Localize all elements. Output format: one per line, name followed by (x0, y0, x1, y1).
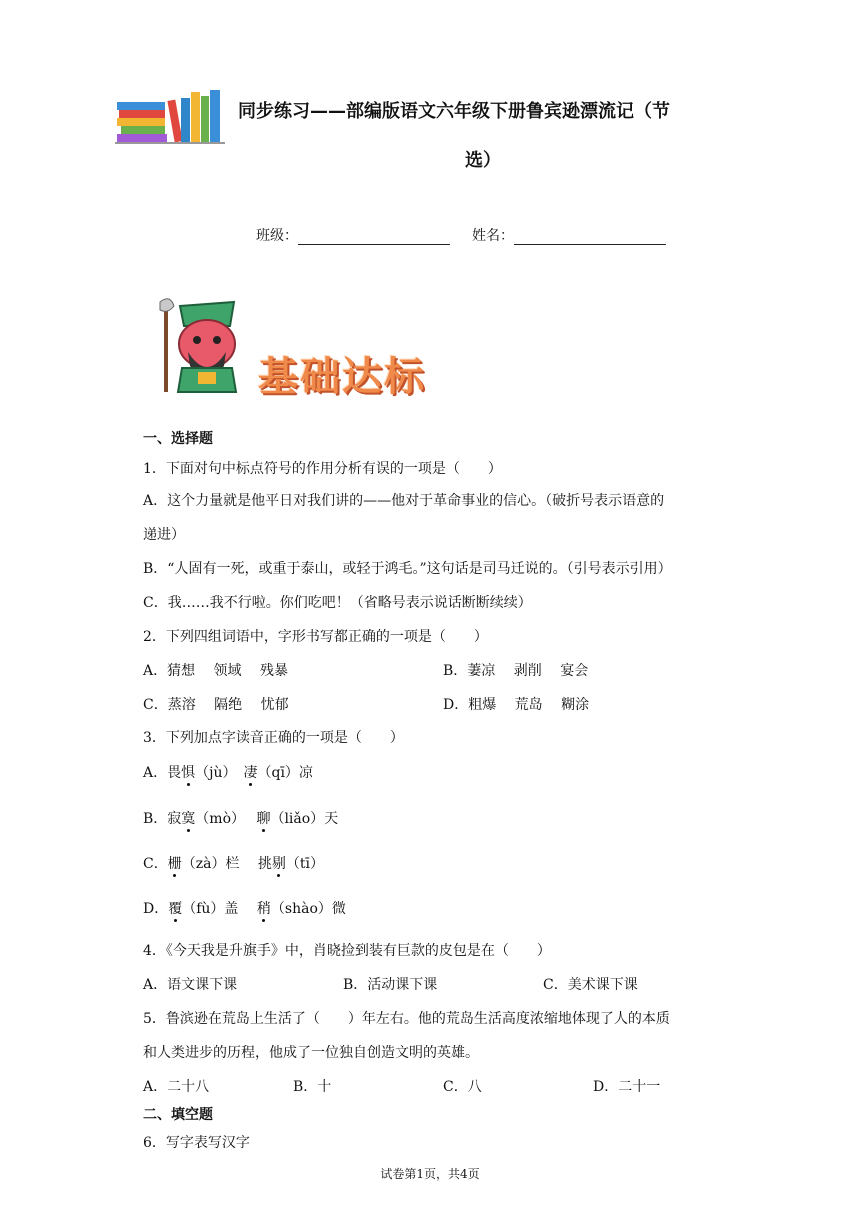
document-title: 同步练习——部编版语文六年级下册鲁宾逊漂流记（节 (238, 101, 670, 122)
option-c: C．蒸溶 隔绝 忧郁 (143, 697, 289, 713)
question-stem: 3．下列加点字读音正确的一项是（ ） (143, 730, 404, 746)
option-c: C．栅（zà）栏 挑剔（tī） (143, 856, 325, 872)
page-footer: 试卷第1页，共4页 (380, 1167, 480, 1181)
option-b: B．萋凉 剥削 宴会 (443, 663, 589, 679)
option-c: C．八 (443, 1079, 482, 1095)
section-heading: 二、填空题 (143, 1107, 213, 1123)
banner-title: 基础达标 (258, 354, 426, 400)
question-stem: 2．下列四组词语中，字形书写都正确的一项是（ ） (143, 629, 488, 645)
option-a-continued: 递进） (143, 527, 185, 543)
option-a: A．二十八 (143, 1079, 210, 1095)
student-info-row (256, 225, 688, 245)
class-field[interactable] (298, 228, 450, 245)
class-label: 班级： (256, 228, 298, 244)
option-c: C．美术课下课 (543, 977, 638, 993)
question-stem: 6．写字表写汉字 (143, 1135, 250, 1151)
option-d: D．覆（fù）盖 稍（shào）微 (143, 901, 346, 917)
option-a: A．猜想 领域 残暴 (143, 663, 289, 679)
name-label: 姓名： (472, 228, 514, 244)
option-d: D．粗爆 荒岛 糊涂 (443, 697, 590, 713)
question-stem: 5．鲁滨逊在荒岛上生活了（ ）年左右。他的荒岛生活高度浓缩地体现了人的本质 (143, 1011, 670, 1027)
option-a: A．畏惧（jù） 凄（qī）凉 (143, 765, 313, 781)
option-c: C．我……我不行啦。你们吃吧！（省略号表示说话断断续续） (143, 595, 532, 611)
option-b: B．活动课下课 (343, 977, 438, 993)
books-icon (115, 88, 227, 144)
question-stem: 1．下面对句中标点符号的作用分析有误的一项是（ ） (143, 461, 502, 477)
option-a: A．这个力量就是他平日对我们讲的——他对于革命事业的信心。（破折号表示语意的 (143, 493, 665, 509)
question-stem: 4．《今天我是升旗手》中，肖晓捡到装有巨款的皮包是在（ ） (143, 943, 551, 959)
section-heading: 一、选择题 (143, 431, 213, 447)
option-b: B．十 (293, 1079, 332, 1095)
option-a: A．语文课下课 (143, 977, 238, 993)
option-d: D．二十一 (593, 1079, 661, 1095)
name-field[interactable] (514, 228, 666, 245)
cartoon-general-icon (152, 292, 258, 400)
question-stem-continued: 和人类进步的历程，他成了一位独自创造文明的英雄。 (143, 1045, 479, 1061)
option-b: B．“人固有一死，或重于泰山，或轻于鸿毛。”这句话是司马迁说的。（引号表示引用） (143, 561, 672, 577)
option-b: B．寂寞（mò） 聊（liǎo）天 (143, 811, 339, 827)
document-title-continued: 选） (465, 150, 501, 171)
